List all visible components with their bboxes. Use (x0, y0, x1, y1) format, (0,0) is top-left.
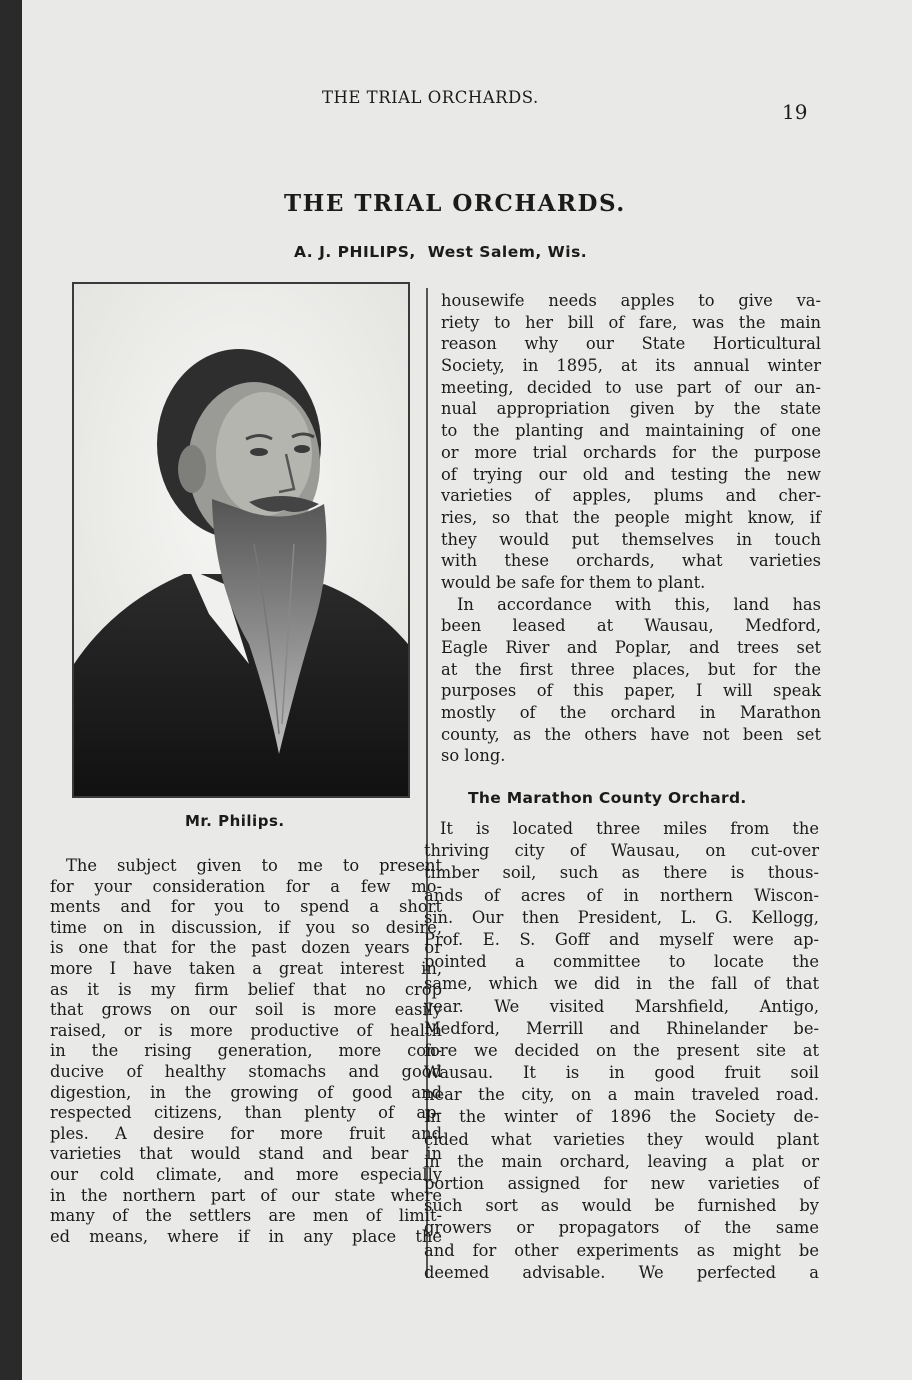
text-line: ed means, where if in any place the (50, 1226, 442, 1246)
text-line: time on in discussion, if you so desire, (50, 917, 442, 937)
text-line: meeting, decided to use part of our an- (441, 377, 821, 397)
page-number: 19 (782, 100, 808, 124)
text-line: near the city, on a main traveled road. (424, 1085, 819, 1105)
text-line: with these orchards, what varieties (441, 551, 821, 571)
text-line: housewife needs apples to give va- (441, 291, 821, 310)
text-line: sin. Our then President, L. G. Kellogg, (424, 907, 819, 927)
text-line: more I have taken a great interest in, (50, 958, 442, 978)
text-line: Wausau. It is in good fruit soil (424, 1063, 819, 1083)
text-line: cided what varieties they would plant (424, 1129, 819, 1149)
text-line: ries, so that the people might know, if (441, 507, 821, 527)
text-line: reason why our State Horticultural (441, 334, 821, 354)
section-subheading: The Marathon County Orchard. (468, 789, 747, 807)
text-line: such sort as would be furnished by (424, 1196, 819, 1216)
text-line: so long. (441, 746, 506, 766)
text-line: in the rising generation, more con- (50, 1041, 442, 1061)
right-column-text-top (441, 290, 821, 767)
text-line: is one that for the past dozen years or (50, 938, 442, 958)
text-line: deemed advisable. We perfected a (424, 1262, 819, 1282)
text-line: varieties that would stand and bear in (50, 1144, 442, 1164)
text-line: timber soil, such as there is thous- (424, 863, 819, 883)
text-line: Medford, Merrill and Rhinelander be- (424, 1018, 819, 1038)
text-line: Prof. E. S. Goff and myself were ap- (424, 929, 819, 949)
text-line: at the first three places, but for the (441, 659, 821, 679)
text-line: Eagle River and Poplar, and trees set (441, 638, 821, 657)
text-line: our cold climate, and more especially (50, 1164, 442, 1184)
text-line: It is located three miles from the (440, 819, 819, 838)
text-line: digestion, in the growing of good and (50, 1082, 442, 1102)
text-line: pointed a committee to locate the (424, 952, 819, 972)
text-line: of trying our old and testing the new (441, 464, 821, 484)
text-line: ments and for you to spend a short (50, 897, 442, 917)
text-line: in the northern part of our state where (50, 1185, 442, 1205)
text-line: would be safe for them to plant. (441, 572, 706, 592)
text-line: and for other experiments as might be (424, 1240, 819, 1260)
text-line: In the winter of 1896 the Society de- (424, 1107, 819, 1127)
text-line: or more trial orchards for the purpose (441, 442, 821, 462)
text-line: growers or propagators of the same (424, 1218, 819, 1238)
text-line: ples. A desire for more fruit and (50, 1123, 442, 1143)
text-line: purposes of this paper, I will speak (441, 681, 821, 701)
text-line: raised, or is more productive of health (50, 1020, 442, 1040)
author-portrait-photo (72, 282, 410, 798)
text-line: many of the settlers are men of limit- (50, 1206, 442, 1226)
text-line: respected citizens, than plenty of ap- (50, 1103, 442, 1123)
text-line: thriving city of Wausau, on cut-over (424, 841, 819, 861)
text-line: in the main orchard, leaving a plat or (424, 1151, 819, 1171)
text-line: riety to her bill of fare, was the main (441, 312, 821, 332)
left-column-text (50, 856, 442, 1247)
text-line: fore we decided on the present site at (424, 1040, 819, 1060)
book-page (22, 0, 912, 1380)
photo-caption: Mr. Philips. (185, 812, 285, 830)
running-header: THE TRIAL ORCHARDS. (322, 88, 539, 107)
text-line: mostly of the orchard in Marathon (441, 703, 821, 723)
byline (294, 243, 587, 261)
text-line: nual appropriation given by the state (441, 399, 821, 419)
text-line: varieties of apples, plums and cher- (441, 486, 821, 506)
author-location: West Salem, Wis. (427, 243, 588, 261)
text-line: same, which we did in the fall of that (424, 974, 819, 994)
text-line: county, as the others have not been set (441, 724, 821, 744)
right-column-text-bottom (424, 818, 819, 1284)
text-line: In accordance with this, land has (457, 594, 821, 614)
text-line: they would put themselves in touch (441, 529, 821, 549)
author-name: A. J. PHILIPS, (294, 243, 416, 261)
text-line: that grows on our soil is more easily (50, 1000, 442, 1020)
text-line: for your consideration for a few mo- (50, 876, 442, 896)
text-line: ducive of healthy stomachs and good (50, 1061, 442, 1081)
text-line: ands of acres of in northern Wiscon- (424, 885, 819, 905)
text-line: portion assigned for new varieties of (424, 1174, 819, 1193)
text-line: to the planting and maintaining of one (441, 421, 821, 441)
text-line: Society, in 1895, at its annual winter (441, 356, 821, 376)
article-title: THE TRIAL ORCHARDS. (284, 190, 626, 217)
portrait-illustration (74, 284, 408, 796)
text-line: as it is my firm belief that no crop (50, 979, 442, 999)
text-line: year. We visited Marshfield, Antigo, (424, 996, 819, 1016)
text-line: The subject given to me to present (66, 856, 442, 875)
text-line: been leased at Wausau, Medford, (441, 616, 821, 636)
